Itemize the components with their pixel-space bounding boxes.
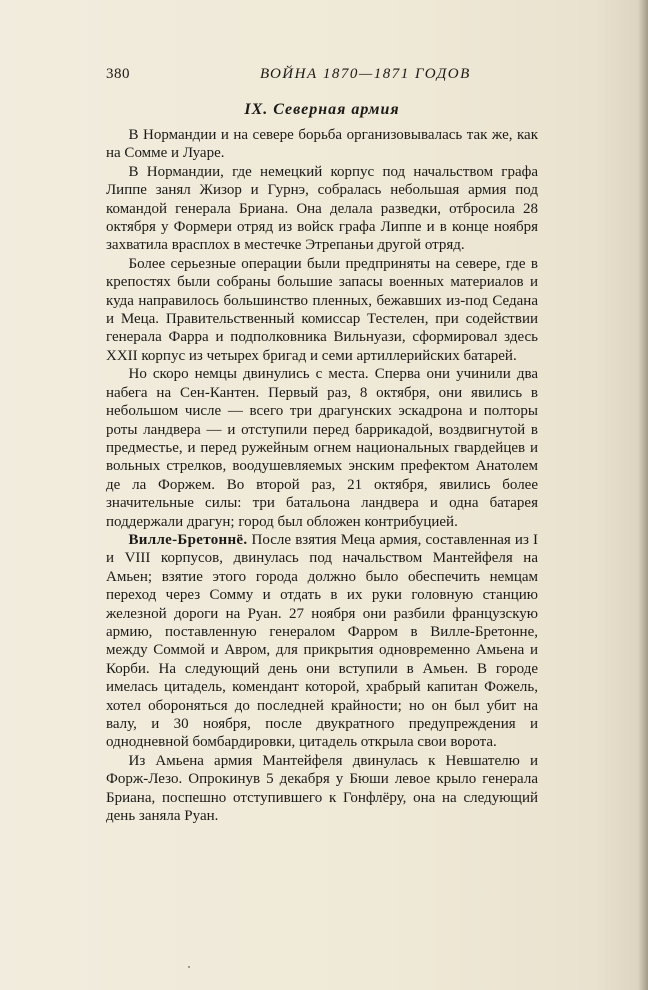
paragraph: В Нормандии и на севере борьба организовывалась так же, как на Сомме и Луаре.	[106, 127, 538, 162]
paragraph-lead-heading: Вилле-Бретоннё.	[128, 531, 248, 548]
page-header	[106, 66, 538, 88]
paragraph: Но скоро немцы двинулись с места. Сперва они учинили два набега на Сен-Кантен. Первый раз, 8 октября, они явились в небольшом числе — всего три драгунских эскадрона и полторы роты ландвера — и отступили перед баррикадой, воздвигнутой в предместье, и перед ружейным огнем национальных гвардейцев и вольных стрелков, воодушевляемых энским префектом Анатолем де ла Форжем. Во второй раз, 21 октября, явились более значительные силы: три батальона ландвера и одна батарея поддержали драгун; город был обложен контрибуцией.	[106, 366, 538, 530]
page-edge-shadow	[638, 0, 648, 990]
paragraph: Из Амьена армия Мантейфеля двинулась к Невшателю и Форж-Лезо. Опрокинув 5 декабря у Бюши левое крыло генерала Бриана, поспешно отступившего к Гонфлёру, она на следующий день заняла Руан.	[106, 752, 538, 825]
paragraph-text: После взятия Меца армия, составленная из I и VIII корпусов, двинулась под начальством Мантейфеля на Амьен; взятие этого города должно было обеспечить немцам переход через Сомму и отдать в их руки головную станцию железной дороги на Руан. 27 ноября они разбили французскую армию, поставленную генералом Фарром в Вилле-Бретонне, между Соммой и Авром, для прикрытия одновременно Амьена и Корби. На следующий день они вступили в Амьен. В городе имелась цитадель, комендант которой, храбрый капитан Фожель, хотел обороняться до последней крайности; но он был убит на валу, и 30 ноября, после двукратного предупреждения и однодневной бомбардировки, цитадель открыла свои ворота.	[106, 531, 538, 751]
paragraph-with-lead	[106, 531, 538, 752]
paper-speck	[188, 966, 190, 968]
section-title: IX. Северная армия	[244, 101, 400, 118]
paragraph: Более серьезные операции были предприняты на севере, где в крепостях были собраны большие запасы военных материалов и куда направилось большинство пленных, бежавших из-под Седана и Меца. Правительственный комиссар Тестелен, при содействии генерала Фарра и подполковника Вильнуази, сформировал здесь XXII корпус из четырех бригад и семи артиллерийских батарей.	[106, 255, 538, 364]
page-number: 380	[106, 66, 130, 82]
body-text	[106, 126, 538, 825]
running-head: ВОЙНА 1870—1871 ГОДОВ	[260, 66, 471, 82]
paragraph: В Нормандии, где немецкий корпус под начальством графа Липпе занял Жизор и Гурнэ, собралась небольшая армия под командой генерала Бриана. Она делала разведки, отбросила 28 октября у Формери отряд из войск графа Липпе и в конце ноября захватила врасплох в местечке Этрепаньи другой отряд.	[106, 163, 538, 254]
